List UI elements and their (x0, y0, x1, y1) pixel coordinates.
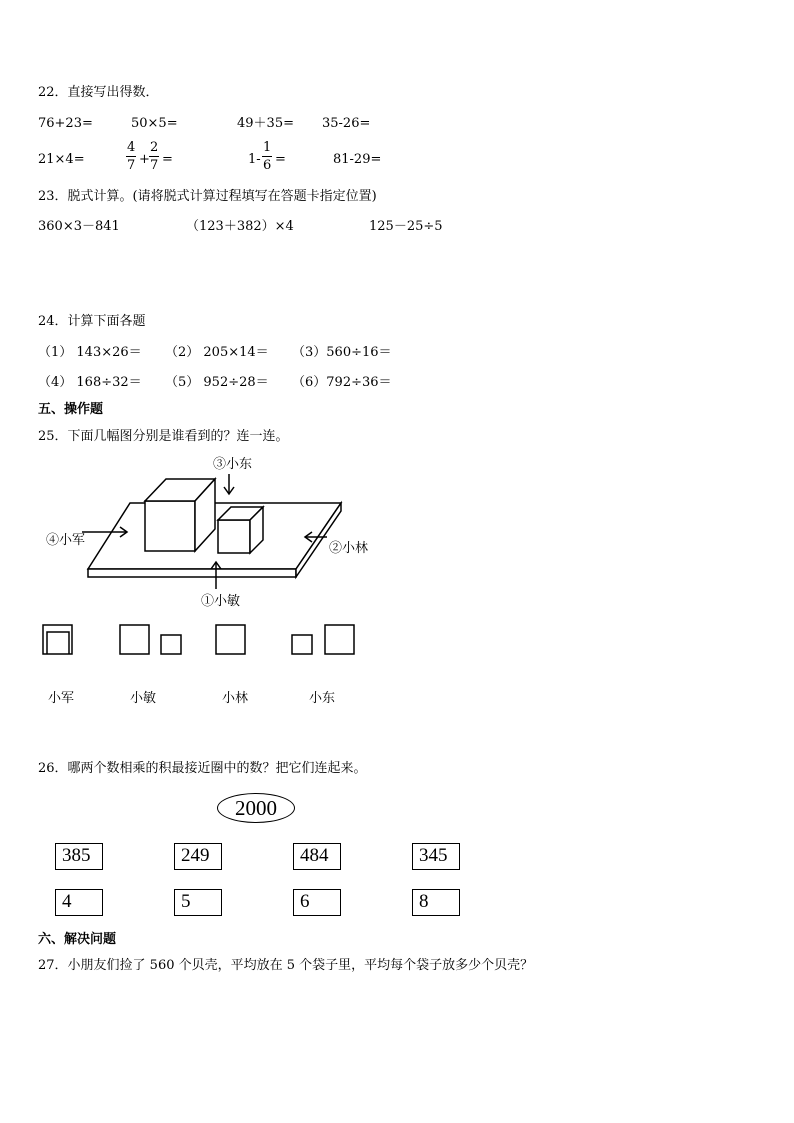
q23-item-2: （123＋382）×4 (186, 219, 294, 234)
number-box-385[interactable]: 385 (55, 843, 103, 870)
q24-item-6: （6）792÷36＝ (292, 375, 392, 390)
q24-item-5: （5） 952÷28＝ (165, 375, 269, 390)
plus-sign: + (139, 152, 150, 167)
view-option-3 (216, 625, 245, 654)
q23-title: 23．脱式计算。(请将脱式计算过程填写在答题卡指定位置) (38, 189, 377, 204)
view-option-4-large (325, 625, 354, 654)
number-box-8[interactable]: 8 (412, 889, 460, 916)
section-heading-6: 六、解决问题 (38, 932, 117, 947)
fraction-2-7: $\frac{2}{7}$ (150, 140, 159, 173)
equals-sign-2: = (275, 152, 286, 167)
q26-title: 26．哪两个数相乘的积最接近圈中的数？把它们连起来。 (38, 761, 367, 776)
q24-item-2: （2） 205×14＝ (165, 345, 269, 360)
view-option-2-large (120, 625, 149, 654)
label-right-observer: ②小林 (329, 541, 369, 556)
label-bottom-observer: ①小敏 (201, 594, 241, 609)
q22-item-2: 50×5= (131, 116, 178, 131)
q22-item-8: 81-29= (333, 152, 382, 167)
view-option-2-small (161, 635, 181, 654)
q27-title: 27．小朋友们捡了 560 个贝壳，平均放在 5 个袋子里，平均每个袋子放多少个贝壳？ (38, 958, 534, 973)
q22-title: 22．直接写出得数． (38, 85, 159, 100)
q24-item-3: （3）560÷16＝ (292, 345, 392, 360)
name-label-4: 小东 (309, 691, 336, 706)
q22-item-1: 76+23= (38, 116, 93, 131)
q23-item-3: 125－25÷5 (369, 219, 443, 234)
large-cube-front (145, 501, 195, 551)
view-option-4-small (292, 635, 312, 654)
q24-title: 24．计算下面各题 (38, 314, 146, 329)
label-top-observer: ③小东 (213, 457, 253, 472)
one-minus: 1- (248, 152, 261, 167)
view-option-1-inner (47, 632, 69, 654)
q24-item-4: （4） 168÷32＝ (38, 375, 142, 390)
number-box-5[interactable]: 5 (174, 889, 222, 916)
board-front (88, 569, 296, 577)
q22-item-5: 21×4= (38, 152, 85, 167)
q22-item-3: 49＋35= (237, 116, 294, 131)
q23-item-1: 360×3－841 (38, 219, 120, 234)
label-left-observer: ④小军 (46, 533, 86, 548)
name-label-2: 小敏 (130, 691, 157, 706)
q25-title: 25．下面几幅图分别是谁看到的？连一连。 (38, 429, 289, 444)
equals-sign: = (162, 152, 173, 167)
number-box-249[interactable]: 249 (174, 843, 222, 870)
name-label-3: 小林 (222, 691, 249, 706)
fraction-4-7: $\frac{4}{7}$ (127, 140, 136, 173)
number-box-4[interactable]: 4 (55, 889, 103, 916)
name-label-1: 小军 (48, 691, 75, 706)
number-box-484[interactable]: 484 (293, 843, 341, 870)
q24-item-1: （1） 143×26＝ (38, 345, 142, 360)
fraction-1-6: $\frac{1}{6}$ (263, 140, 272, 173)
small-cube-front (218, 520, 250, 553)
number-box-6[interactable]: 6 (293, 889, 341, 916)
section-heading-5: 五、操作题 (38, 402, 104, 417)
number-box-345[interactable]: 345 (412, 843, 460, 870)
target-number-oval: 2000 (217, 793, 295, 823)
q22-item-4: 35-26= (322, 116, 371, 131)
